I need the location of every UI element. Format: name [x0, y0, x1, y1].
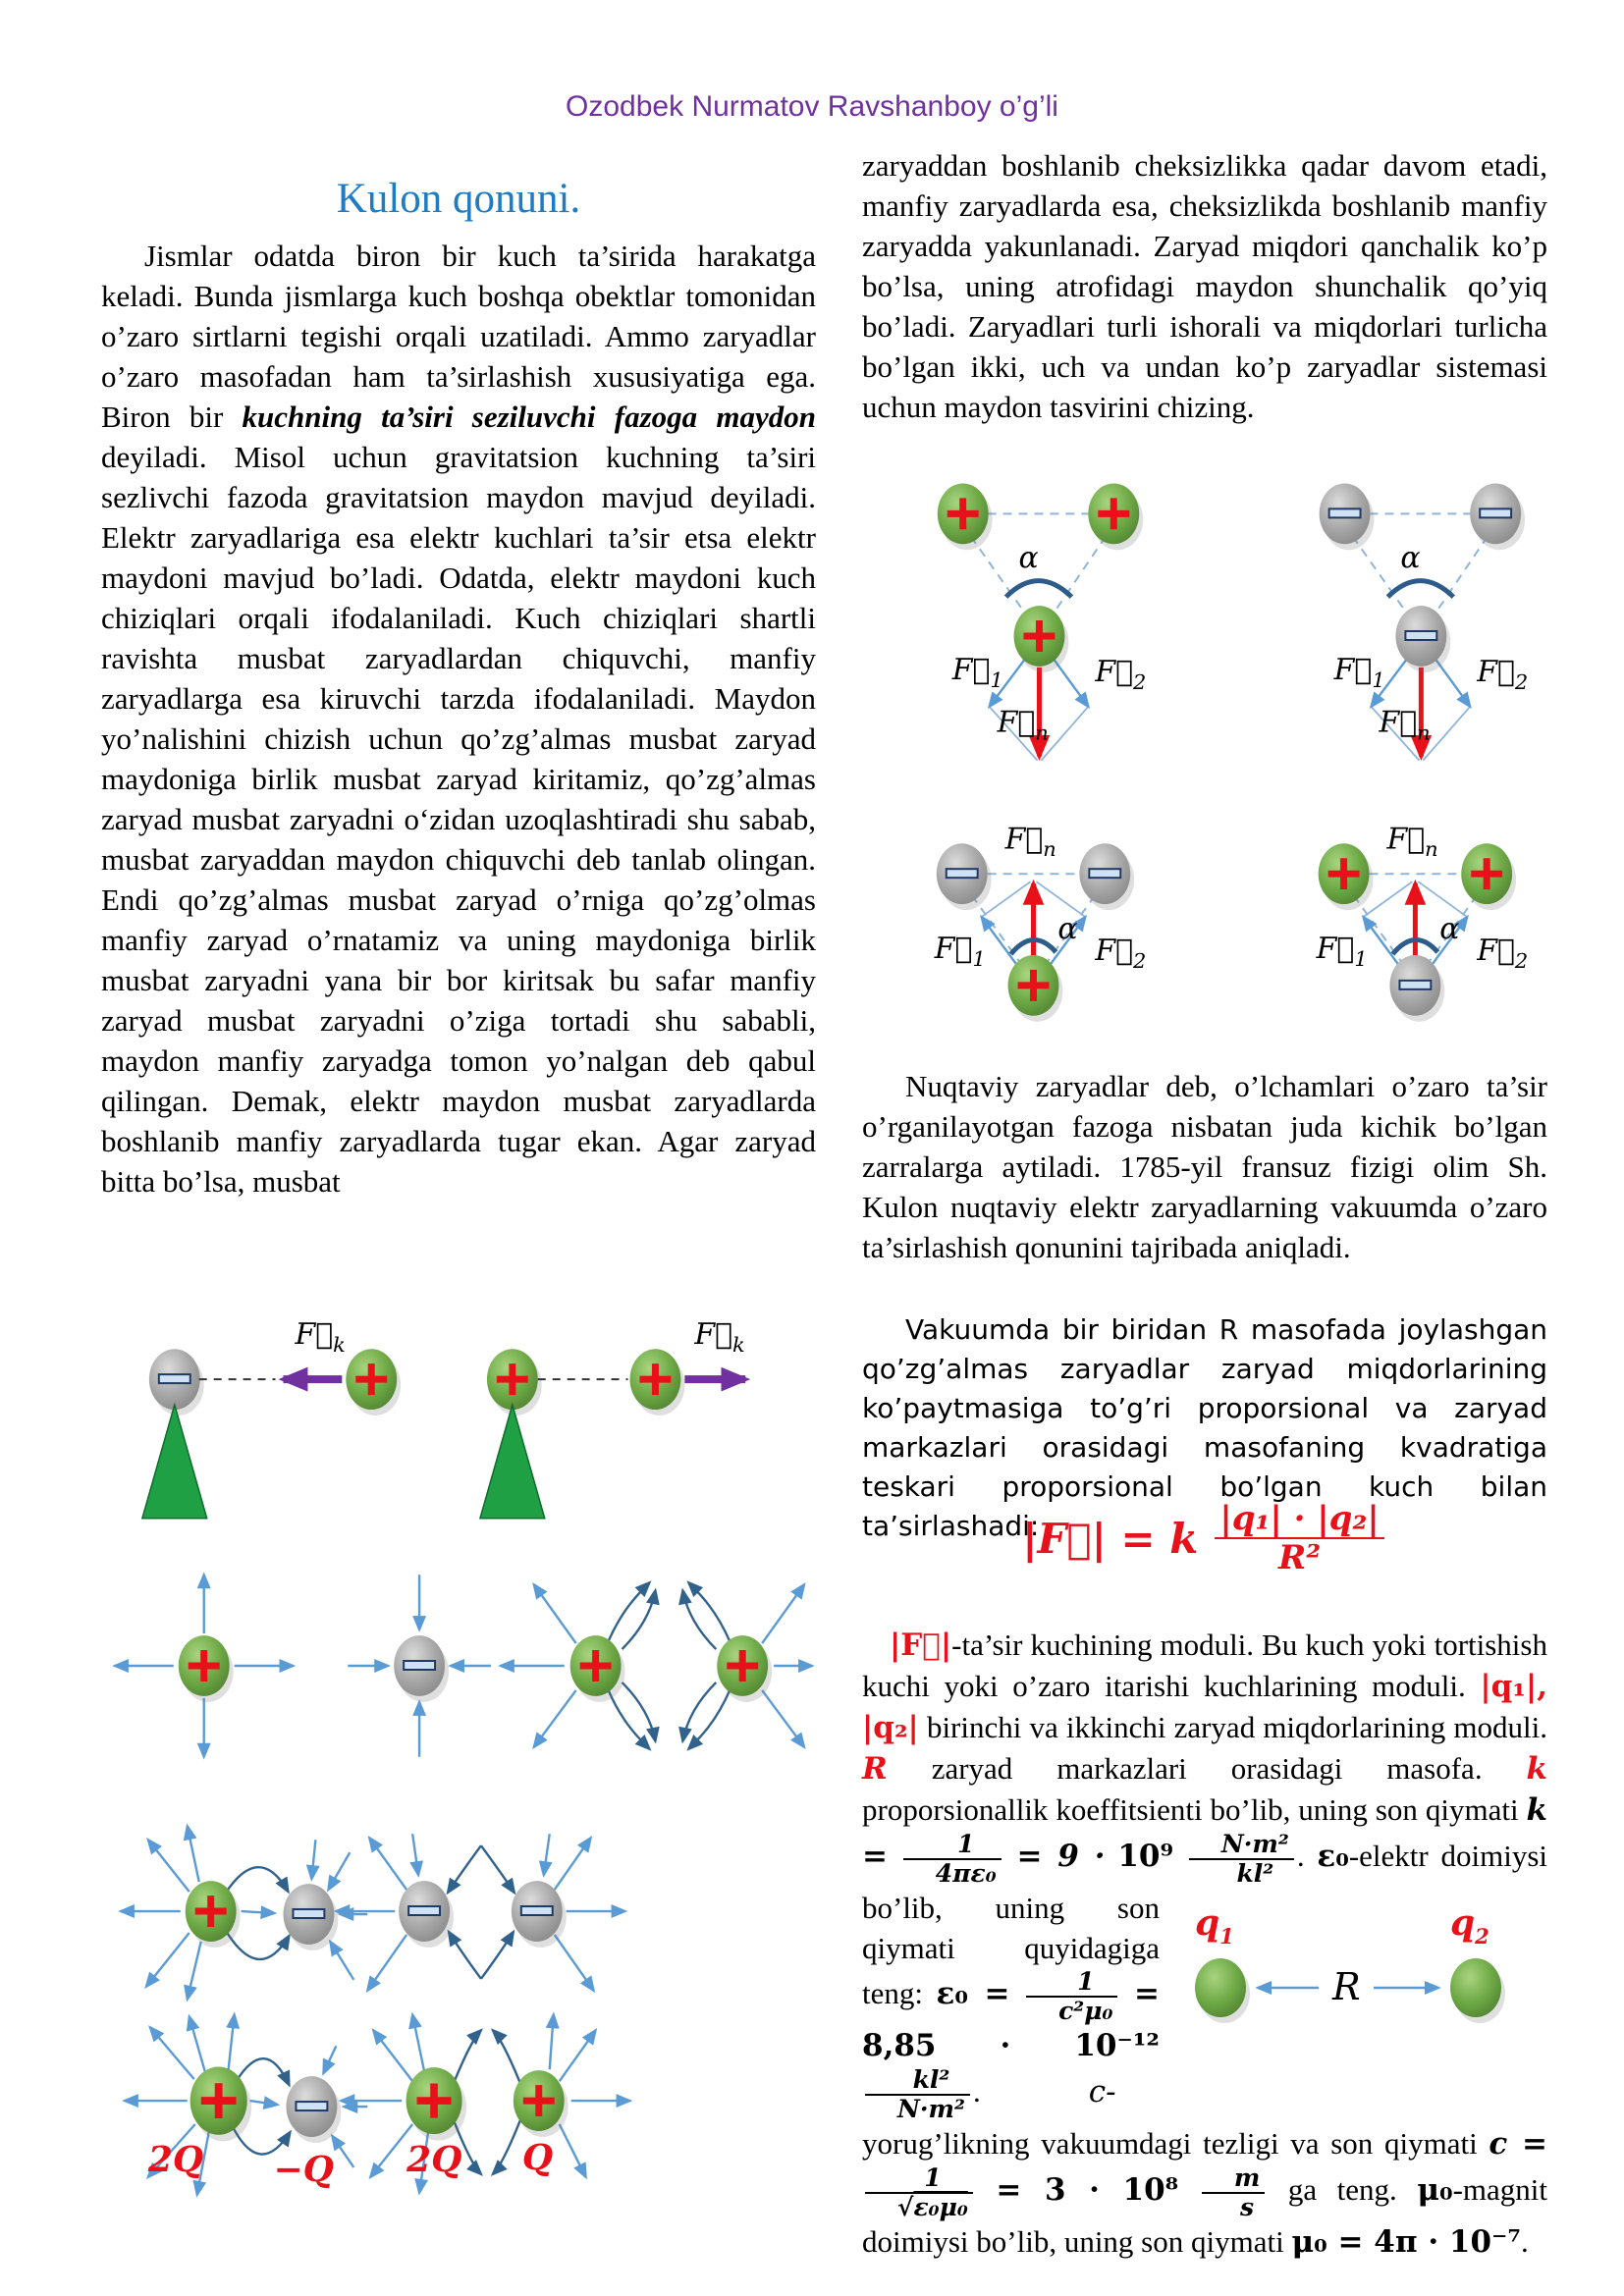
convergence-field-line	[448, 1845, 481, 1893]
charge-label-q2: $q_2$	[1450, 1902, 1489, 1949]
charge-ball	[1195, 1958, 1250, 2023]
convergence-field-line	[481, 1932, 514, 1979]
field-arrow	[188, 1942, 201, 2000]
charge-ball	[1450, 1958, 1505, 2023]
math-token: μ₀ = 4π · 10⁻⁷	[1291, 2224, 1521, 2260]
right-paragraph-2: Nuqtaviy zaryadlar deb, o’lchamlari o’zaro ta’sir o’rganilayotgan fazoga nisbatan juda kichik bo’lgan zarralarga aytiladi. 1785-yil fransuz fizigi olim Sh. Kulon nuqtaviy elektr zaryadlarning vakuumda o’zaro ta’sirlashish qonunini tajribada aniqladi.	[862, 1069, 1547, 1264]
radicand: ε₀μ₀	[913, 2193, 968, 2221]
math-token-F: |F⃗|	[890, 1628, 952, 1663]
field-arrow	[560, 2030, 596, 2081]
field-arrow	[323, 2046, 336, 2073]
force-triangle-diagrams-downward	[862, 469, 1547, 803]
charge-stand-cone	[142, 1405, 207, 1519]
math-token: 8,85 · 10⁻¹²	[862, 2028, 1160, 2063]
field-arrow	[412, 1834, 418, 1875]
negative-charge	[399, 1881, 454, 1948]
right-paragraph-3	[862, 1625, 1547, 2263]
field-arrow	[146, 1933, 189, 1987]
q1-r-q2-diagram	[1169, 1892, 1547, 2066]
dashed-line	[1435, 536, 1488, 613]
paragraph-text: -elektr doimiysi bo’lib, uning son qiymati quyidagiga teng:	[862, 1839, 1548, 2011]
positive-charge	[1319, 843, 1374, 910]
positive-pair-negative-test-diagram	[1316, 822, 1529, 1021]
repulsion-field-line	[682, 1682, 716, 1741]
convergence-field-line	[449, 1932, 481, 1979]
negative-charge	[1079, 843, 1134, 910]
field-arrow	[330, 1942, 353, 1980]
negative-pair-positive-test-diagram	[934, 822, 1147, 1021]
paragraph-text: yorug’likning vakuumdagi tezligi va son qiymati	[862, 2126, 1489, 2161]
negative-charge-field	[348, 1575, 491, 1756]
paragraph-text: birinchi va ikkinchi zaryad miqdorlarining moduli.	[918, 1710, 1547, 1744]
fraction-units: $\frac{\text{N·m²}}{\text{kl²}}$	[1189, 1831, 1294, 1888]
field-arrow	[148, 1840, 189, 1892]
repulsion-field-line	[623, 1682, 656, 1741]
charge-stand-cone	[480, 1405, 545, 1519]
force-label-f1: $F⃗_1$	[1333, 652, 1385, 692]
math-token-eps0: ε₀	[1317, 1839, 1349, 1875]
field-arrow	[150, 2027, 194, 2079]
repulsion-field-line	[609, 1582, 650, 1641]
negative-charge	[283, 1884, 338, 1950]
math-token-q1: |q₁|,	[1480, 1669, 1547, 1704]
positive-charge-2q	[406, 2067, 466, 2141]
field-arrow	[328, 1852, 350, 1890]
two-negative-charges-field	[336, 1834, 624, 1991]
field-arrow	[555, 1935, 594, 1991]
dipole-field-line	[227, 1932, 290, 1959]
field-arrow	[762, 1690, 804, 1747]
negative-charge	[1320, 483, 1375, 550]
force-label-f2: $F⃗_2$	[1477, 933, 1529, 973]
force-label-f2: $F⃗_2$	[1477, 654, 1529, 694]
paragraph-text: zaryad markazlari orasidagi masofa.	[887, 1751, 1527, 1786]
field-arrow	[555, 1838, 591, 1890]
paragraph-text: deyiladi. Misol uchun gravitatsion kuchning ta’siri sezlivchi fazoda gravitatsion maydon mavjud deyiladi. Elektr zaryadlariga esa elektr kuchlari ta’sir etsa elektr maydoni mavjud bo’ladi. Odatda, elektr maydoni kuch chiziqlari orqali ifodalaniladi. Kuch chiziqlari shartli ravishta musbat zaryadlardan chiquvchi, manfiy zaryadlarga esa kiruvchi tarzda ifodalaniladi. Maydon yo’nalishini chizish uchun qo’zg’almas musbat zaryad maydoniga birlik musbat zaryad kiritamiz, qo’zg’almas zaryad musbat zaryadni o‘zidan uzoqlashtiradi shu sabab, musbat zaryaddan maydon chiquvchi deb tanlab olingan. Endi qo’zg’almas musbat zaryad o’rniga qo’zg’olmas manfiy zaryad o’rnatamiz va uning maydoniga birlik musbat zaryadni yana bir bor kiritsak bu safar manfiy zaryad musbat zaryadni o’ziga tortadi shu sababli, maydon manfiy zaryadga tomon yo’nalgan deb qabul qilingan. Demak, elektr maydon musbat zaryadlarda boshlanib manfiy zaryadlarda tugar ekan. Agar zaryad bitta bo’lsa, musbat	[101, 440, 816, 1199]
force-arrow-f2	[1435, 660, 1470, 707]
positive-charge	[487, 1349, 542, 1415]
positive-charge	[938, 483, 993, 550]
dashed-line	[1054, 536, 1106, 613]
convergence-field-line	[481, 1845, 514, 1893]
repulsion-field-line	[688, 1582, 730, 1641]
fraction-ms: $\frac{m}{s}$	[1202, 2164, 1265, 2221]
dipole-field-line	[227, 1867, 289, 1892]
force-label-f2: $F⃗_2$	[1095, 933, 1147, 973]
math-token-q2: |q₂|	[862, 1710, 919, 1745]
fraction-units2: $\frac{\text{kl²}}{\text{N·m²}}$	[865, 2066, 970, 2123]
negative-triple-diagram	[1320, 483, 1529, 760]
field-arrow	[369, 1838, 406, 1890]
repulsion-field-line	[623, 1590, 656, 1649]
radical-sign: √	[897, 2193, 914, 2221]
paragraph-text: proporsionallik koeffitsienti bo’lib, uning son qiymati	[862, 1792, 1527, 1827]
angle-label: α	[1400, 541, 1421, 576]
field-lines-row-single-charges	[101, 1543, 816, 1789]
force-label-f1: $F⃗_1$	[1316, 931, 1368, 971]
negative-charge	[394, 1635, 449, 1702]
charge-label-q1: $q_1$	[1195, 1902, 1234, 1949]
field-arrow	[412, 2014, 424, 2071]
angle-label: α	[1439, 912, 1460, 947]
positive-triple-diagram	[938, 483, 1147, 760]
charge-amount-label: 2Q	[147, 2138, 204, 2180]
negative-charge	[937, 843, 992, 910]
negative-charge	[149, 1349, 204, 1415]
positive-charge-field	[115, 1575, 294, 1756]
math-token: ε₀ =	[936, 1976, 1010, 2012]
force-arrow-f2	[1054, 660, 1088, 707]
positive-charge	[717, 1635, 772, 1702]
dashed-line	[971, 536, 1025, 613]
angle-arc	[1387, 581, 1453, 597]
field-arrow	[367, 1935, 406, 1991]
positive-charge	[570, 1635, 625, 1702]
charge-distance-figure	[1169, 1892, 1547, 2066]
paragraph-text: .	[1296, 1839, 1318, 1874]
force-arrow-f1	[982, 917, 1020, 969]
force-label-fn: $F⃗_n$	[1386, 822, 1438, 862]
math-token: = 9 ·	[1016, 1839, 1106, 1875]
field-arrow	[242, 1911, 275, 1913]
unequal-dipole-field	[125, 2014, 367, 2194]
force-label-f2: $F⃗_2$	[1095, 654, 1147, 694]
field-arrow	[311, 1840, 315, 1879]
math-token-k: k	[1526, 1751, 1547, 1787]
positive-charge-2q	[190, 2066, 252, 2141]
field-arrow	[188, 1826, 199, 1882]
page-title: Kulon qonuni.	[336, 176, 581, 222]
angle-arc	[1006, 581, 1072, 597]
angle-label: α	[1018, 541, 1039, 576]
positive-charge	[1088, 483, 1143, 550]
paragraph-text: Jismlar odatda biron bir kuch ta’sirida harakatga keladi. Bunda jismlarga kuch boshqa obektlar tomonidan o’zaro sirtlarni tegishi orqali uzatiladi. Ammo zaryadlar o’zaro masofadan ham ta’sirlashish xususiyatiga ega. Biron bir	[101, 239, 816, 434]
distance-label: R	[1332, 1965, 1361, 2008]
field-arrow	[534, 1690, 576, 1747]
math-token: = 3 · 10⁸	[996, 2172, 1179, 2209]
field-arrow	[544, 1834, 550, 1875]
positive-charge	[179, 1635, 234, 1702]
positive-charge	[1008, 955, 1063, 1022]
field-arrow	[550, 2014, 554, 2069]
field-arrow	[373, 2030, 412, 2081]
math-token-c: c-	[1088, 2074, 1116, 2110]
charge-amount-label: 2Q	[406, 2138, 462, 2180]
coulomb-force-pair-diagram	[101, 1310, 816, 1541]
right-paragraph-1: zaryaddan boshlanib cheksizlikka qadar davom etadi, manfiy zaryadlarda esa, cheksizlikda boshlanib manfiy zaryadda yakunlanadi. Zaryad miqdori qanchalik ko’p bo’lsa, uning atrofidagi maydon shunchalik qo’yiq bo’ladi. Zaryadlari turli ishorali va miqdorlari turlicha bo’lgan ikki, uch va undan ko’p zaryadlar sistemasi uchun maydon tasvirini chizing.	[862, 148, 1547, 424]
force-label-f1: $F⃗_1$	[951, 652, 1003, 692]
force-triangle-diagrams-upward	[862, 807, 1547, 1072]
repulsion-field-line	[493, 2120, 520, 2174]
field-arrow	[560, 2124, 586, 2177]
negative-charge	[1470, 483, 1525, 550]
repulsion-field-line	[493, 2030, 520, 2083]
math-token: 10⁹	[1117, 1839, 1174, 1875]
dipole-field	[121, 1826, 367, 2000]
force-arrow-f1	[1364, 917, 1402, 969]
fraction-k: $\frac{1}{\text{4πε₀}}$	[903, 1831, 1001, 1888]
unequal-positive-pair-field	[341, 2014, 629, 2193]
formula-fraction: $\frac{\text{|q₁| · |q₂|}}{\text{R²}}$	[1215, 1500, 1383, 1576]
math-token: =	[1134, 1976, 1161, 2012]
force-label-fk: $F⃗_k$	[694, 1317, 745, 1358]
dipole-field-line	[237, 2058, 290, 2085]
repulsion-field-line	[609, 1690, 650, 1749]
dashed-line	[1353, 536, 1407, 613]
negative-charge-q	[286, 2076, 341, 2143]
paragraph-text: ga teng.	[1268, 2172, 1418, 2208]
positive-charge	[630, 1349, 685, 1415]
positive-charge	[346, 1349, 401, 1415]
charge-amount-label: Q	[521, 2136, 554, 2178]
math-token-R: R	[862, 1751, 888, 1787]
paragraph-text: .	[972, 2074, 981, 2109]
fraction-eps0: $\frac{1}{\text{c²μ₀}}$	[1026, 1968, 1117, 2025]
paragraph-bold-phrase: kuchning ta’siri seziluvchi fazoga maydon	[242, 400, 816, 434]
repulsion-field-line	[454, 2030, 481, 2083]
field-arrow	[762, 1584, 804, 1643]
positive-charge	[1461, 843, 1516, 910]
fraction-c: $\frac{1}{\text{√ε₀μ₀}}$	[865, 2164, 973, 2221]
force-label-fn: $F⃗_n$	[1004, 822, 1056, 862]
math-token: k =	[862, 1792, 1547, 1875]
page-header-author: Ozodbek Nurmatov Ravshanboy o’g’li	[566, 90, 1058, 123]
paragraph-text: -magnit doimiysi bo’lib, uning son qiymati	[862, 2172, 1548, 2259]
coulomb-formula	[862, 1500, 1547, 1576]
negative-charge	[512, 1881, 567, 1948]
charge-amount-label: −Q	[273, 2148, 334, 2190]
force-label-f1: $F⃗_1$	[934, 931, 986, 971]
paragraph-text: .	[1521, 2224, 1529, 2259]
math-token-mu0: μ₀	[1417, 2172, 1453, 2209]
negative-charge	[1389, 955, 1444, 1022]
math-token: c =	[1489, 2126, 1547, 2162]
field-arrow	[332, 2136, 353, 2167]
paragraph-text: -ta’sir kuchining moduli. Bu kuch yoki tortishish kuchi yoki o’zaro itarishi kuchlarining moduli.	[862, 1628, 1547, 1703]
field-lines-row-unequal-charges	[101, 2002, 816, 2258]
field-arrow	[229, 2014, 235, 2069]
repulsion-field-line	[688, 1690, 730, 1749]
force-label-fk: $F⃗_k$	[295, 1317, 346, 1358]
field-arrow	[534, 1584, 576, 1643]
formula-lhs: |F⃗| = k	[1022, 1514, 1199, 1563]
coulomb-law-statement: Vakuumda bir biridan R masofada joylashgan qo’zg’almas zaryadlar zaryad miqdorlarining ko’paytmasiga to’g’ri proporsional va zaryad markazlari orasidagi masofaning kvadratiga teskari proporsional bo’lgan kuch bilan ta’sirlashadi:	[862, 1313, 1547, 1542]
field-arrow	[189, 2016, 205, 2071]
positive-charge	[186, 1881, 241, 1948]
repulsion-field-line	[682, 1590, 716, 1649]
angle-label: α	[1057, 912, 1078, 947]
force-label-fn: $F⃗_n$	[997, 705, 1049, 745]
two-positive-charges-field	[501, 1582, 812, 1749]
force-label-fn: $F⃗_n$	[1379, 705, 1431, 745]
left-main-paragraph	[101, 236, 816, 1201]
field-arrow	[250, 2101, 278, 2105]
